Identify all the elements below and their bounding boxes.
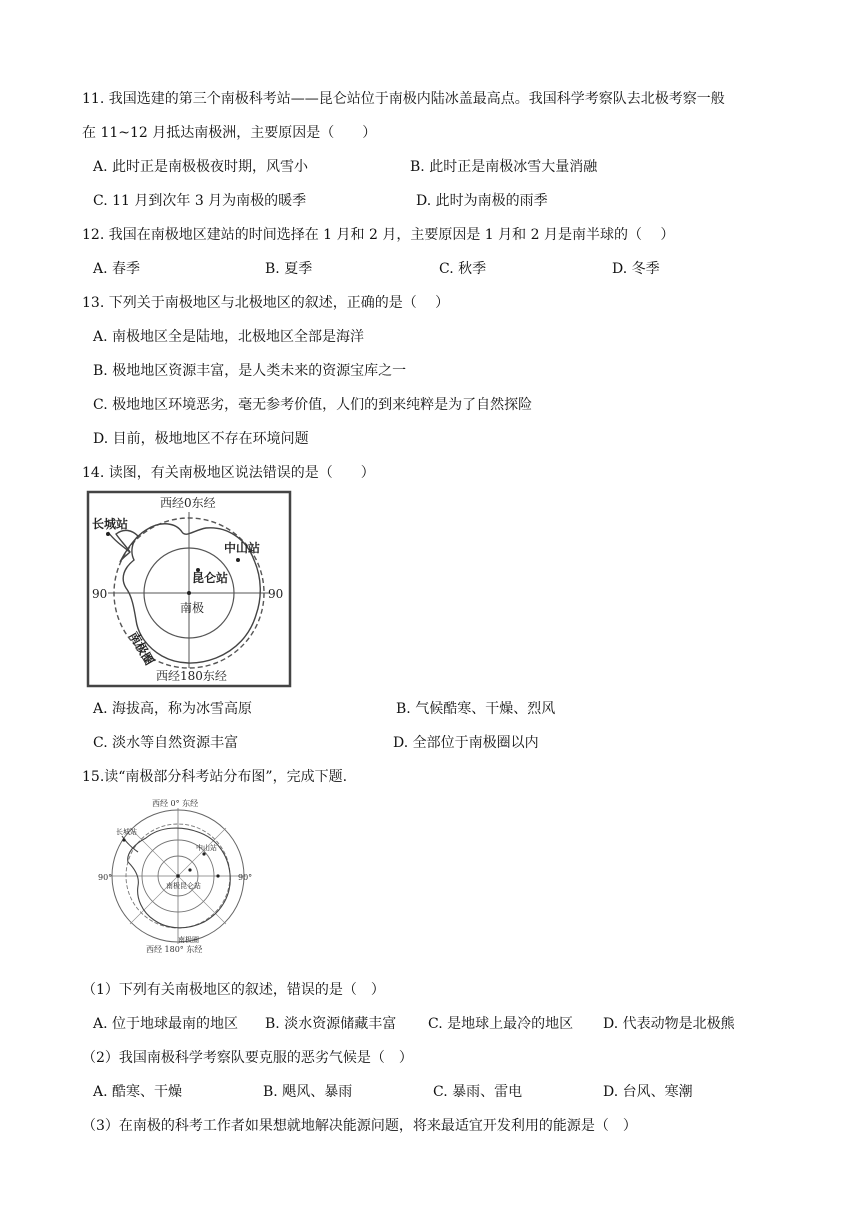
- q14-map-zhongshan-station: 中山站: [224, 541, 261, 555]
- q13-option-b[interactable]: B. 极地地区资源丰富，是人类未来的资源宝库之一: [93, 363, 407, 379]
- q14-map-kunlun-station: 昆仑站: [192, 571, 229, 585]
- q12-option-d[interactable]: D. 冬季: [612, 261, 660, 277]
- q12-option-c[interactable]: C. 秋季: [439, 261, 487, 277]
- q15-sub1-option-d[interactable]: D. 代表动物是北极熊: [603, 1016, 735, 1032]
- q15-stations-map: [98, 796, 258, 956]
- q15-sub1-stem: （1）下列有关南极地区的叙述，错误的是（ ）: [82, 982, 385, 998]
- q15-sub3-stem: （3）在南极的科考工作者如果想就地解决能源问题，将来最适宜开发利用的能源是（ ）: [82, 1118, 637, 1134]
- q15-sub2-option-d[interactable]: D. 台风、寒潮: [603, 1084, 693, 1100]
- q15-sub2-stem: （2）我国南极科学考察队要克服的恶劣气候是（ ）: [82, 1050, 413, 1066]
- q12-option-b[interactable]: B. 夏季: [265, 261, 313, 277]
- q13-stem: 13. 下列关于南极地区与北极地区的叙述，正确的是（ ）: [82, 295, 450, 311]
- q15-sub2-option-a[interactable]: A. 酷寒、干燥: [93, 1084, 183, 1100]
- q15-sub2-option-c[interactable]: C. 暴雨、雷电: [433, 1084, 523, 1100]
- q14-map-circle-label: 南极圈: [126, 629, 157, 668]
- q11-option-d[interactable]: D. 此时为南极的雨季: [416, 193, 548, 209]
- q14-option-a[interactable]: A. 海拔高，称为冰雪高原: [93, 701, 253, 717]
- q13-option-d[interactable]: D. 目前，极地地区不存在环境问题: [93, 431, 309, 447]
- q15-map-circle-label: 南极圈: [178, 936, 199, 944]
- q15-sub1-option-b[interactable]: B. 淡水资源储藏丰富: [265, 1016, 397, 1032]
- q15-map-top-label: 西经 0° 东经: [152, 799, 199, 808]
- q15-stem: 15.读“南极部分科考站分布图”，完成下题.: [82, 769, 348, 785]
- q14-map-right-label: 90: [268, 587, 284, 601]
- q14-option-c[interactable]: C. 淡水等自然资源丰富: [93, 735, 239, 751]
- q15-sub1-option-c[interactable]: C. 是地球上最冷的地区: [428, 1016, 574, 1032]
- q15-map-bottom-label: 西经 180° 东经: [146, 945, 203, 954]
- q12-stem: 12. 我国在南极地区建站的时间选择在 1 月和 2 月，主要原因是 1 月和 2 月是南半球的（ ）: [82, 227, 675, 243]
- q13-option-c[interactable]: C. 极地地区环境恶劣，毫无参考价值，人们的到来纯粹是为了自然探险: [93, 397, 533, 413]
- q14-stem: 14. 读图，有关南极地区说法错误的是（ ）: [82, 465, 375, 481]
- q14-map-top-label: 西经0东经: [160, 496, 216, 510]
- q14-map-pole-label: 南极: [180, 601, 205, 615]
- q11-stem-line1: 11. 我国选建的第三个南极科考站——昆仑站位于南极内陆冰盖最高点。我国科学考察队去北极考察一般: [82, 91, 725, 107]
- q15-map-kunlun-station: 昆仑站: [180, 882, 201, 890]
- q14-antarctica-map: [86, 490, 292, 690]
- q14-option-d[interactable]: D. 全部位于南极圈以内: [393, 735, 539, 751]
- q11-option-c[interactable]: C. 11 月到次年 3 月为南极的暖季: [93, 193, 307, 209]
- q11-option-b[interactable]: B. 此时正是南极冰雪大量消融: [410, 159, 598, 175]
- q15-sub2-option-b[interactable]: B. 飓风、暴雨: [263, 1084, 353, 1100]
- q14-map-great-wall-station: 长城站: [92, 517, 129, 531]
- q15-map-zhongshan-station: 中山站: [196, 844, 217, 852]
- q12-option-a[interactable]: A. 春季: [93, 261, 141, 277]
- q14-map-bottom-label: 西经180东经: [156, 669, 227, 683]
- q15-map-pole-label: 南极: [166, 882, 180, 890]
- q15-map-left-label: 90°: [98, 873, 113, 882]
- q11-option-a[interactable]: A. 此时正是南极极夜时期，风雪小: [93, 159, 309, 175]
- q15-sub1-option-a[interactable]: A. 位于地球最南的地区: [93, 1016, 239, 1032]
- q14-map-left-label: 90: [92, 587, 108, 601]
- q13-option-a[interactable]: A. 南极地区全是陆地，北极地区全部是海洋: [93, 329, 365, 345]
- q11-stem-line2: 在 11~12 月抵达南极洲，主要原因是（ ）: [82, 125, 377, 141]
- q15-map-great-wall-station: 长城站: [116, 828, 137, 836]
- q14-option-b[interactable]: B. 气候酷寒、干燥、烈风: [396, 701, 556, 717]
- q15-map-right-label: 90°: [238, 873, 253, 882]
